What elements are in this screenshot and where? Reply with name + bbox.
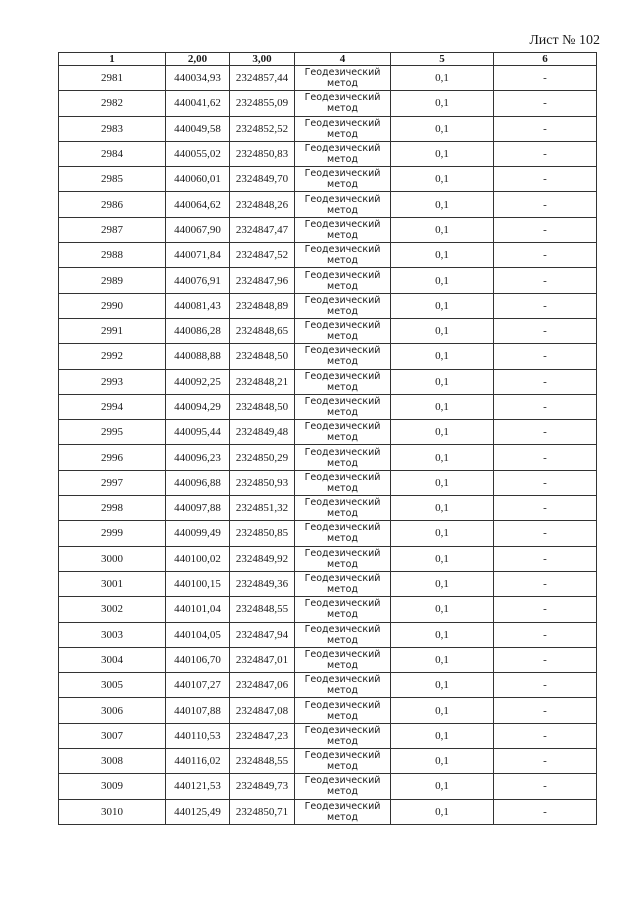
method-cell: Геодезический метод (295, 749, 391, 774)
method-cell: Геодезический метод (295, 571, 391, 596)
point-number-cell: 2999 (59, 521, 166, 546)
note-cell: - (494, 167, 597, 192)
method-cell: Геодезический метод (295, 496, 391, 521)
x-coordinate-cell: 440067,90 (166, 217, 230, 242)
accuracy-cell: 0,1 (391, 723, 494, 748)
method-cell: Геодезический метод (295, 420, 391, 445)
x-coordinate-cell: 440100,15 (166, 571, 230, 596)
table-row (59, 116, 597, 141)
x-coordinate-cell: 440101,04 (166, 597, 230, 622)
accuracy-cell: 0,1 (391, 318, 494, 343)
method-cell: Геодезический метод (295, 192, 391, 217)
point-number-cell: 2982 (59, 91, 166, 116)
point-number-cell: 2983 (59, 116, 166, 141)
x-coordinate-cell: 440106,70 (166, 647, 230, 672)
accuracy-cell: 0,1 (391, 66, 494, 91)
note-cell: - (494, 394, 597, 419)
column-header: 6 (494, 53, 597, 66)
note-cell: - (494, 723, 597, 748)
method-cell: Геодезический метод (295, 141, 391, 166)
point-number-cell: 3005 (59, 673, 166, 698)
x-coordinate-cell: 440095,44 (166, 420, 230, 445)
x-coordinate-cell: 440121,53 (166, 774, 230, 799)
note-cell: - (494, 268, 597, 293)
point-number-cell: 2998 (59, 496, 166, 521)
table-row (59, 394, 597, 419)
note-cell: - (494, 749, 597, 774)
method-cell: Геодезический метод (295, 673, 391, 698)
y-coordinate-cell: 2324849,73 (230, 774, 295, 799)
note-cell: - (494, 698, 597, 723)
y-coordinate-cell: 2324848,55 (230, 749, 295, 774)
y-coordinate-cell: 2324847,08 (230, 698, 295, 723)
accuracy-cell: 0,1 (391, 369, 494, 394)
x-coordinate-cell: 440099,49 (166, 521, 230, 546)
point-number-cell: 3002 (59, 597, 166, 622)
accuracy-cell: 0,1 (391, 217, 494, 242)
table-header-row (59, 53, 597, 66)
note-cell: - (494, 217, 597, 242)
x-coordinate-cell: 440104,05 (166, 622, 230, 647)
y-coordinate-cell: 2324850,83 (230, 141, 295, 166)
table-row (59, 268, 597, 293)
method-cell: Геодезический метод (295, 799, 391, 824)
y-coordinate-cell: 2324848,65 (230, 318, 295, 343)
method-cell: Геодезический метод (295, 597, 391, 622)
table-row (59, 749, 597, 774)
note-cell: - (494, 470, 597, 495)
x-coordinate-cell: 440094,29 (166, 394, 230, 419)
accuracy-cell: 0,1 (391, 192, 494, 217)
note-cell: - (494, 445, 597, 470)
accuracy-cell: 0,1 (391, 243, 494, 268)
sheet-number: Лист № 102 (529, 33, 600, 48)
table-row (59, 167, 597, 192)
point-number-cell: 3009 (59, 774, 166, 799)
x-coordinate-cell: 440100,02 (166, 546, 230, 571)
method-cell: Геодезический метод (295, 293, 391, 318)
accuracy-cell: 0,1 (391, 521, 494, 546)
table-row (59, 521, 597, 546)
x-coordinate-cell: 440071,84 (166, 243, 230, 268)
column-header: 1 (59, 53, 166, 66)
method-cell: Геодезический метод (295, 116, 391, 141)
method-cell: Геодезический метод (295, 344, 391, 369)
accuracy-cell: 0,1 (391, 293, 494, 318)
accuracy-cell: 0,1 (391, 647, 494, 672)
note-cell: - (494, 496, 597, 521)
note-cell: - (494, 420, 597, 445)
point-number-cell: 2995 (59, 420, 166, 445)
point-number-cell: 2997 (59, 470, 166, 495)
table-row (59, 192, 597, 217)
table-row (59, 698, 597, 723)
table-row (59, 774, 597, 799)
y-coordinate-cell: 2324848,26 (230, 192, 295, 217)
y-coordinate-cell: 2324849,92 (230, 546, 295, 571)
accuracy-cell: 0,1 (391, 116, 494, 141)
y-coordinate-cell: 2324848,55 (230, 597, 295, 622)
method-cell: Геодезический метод (295, 66, 391, 91)
point-number-cell: 3000 (59, 546, 166, 571)
column-header: 4 (295, 53, 391, 66)
accuracy-cell: 0,1 (391, 673, 494, 698)
x-coordinate-cell: 440116,02 (166, 749, 230, 774)
y-coordinate-cell: 2324857,44 (230, 66, 295, 91)
accuracy-cell: 0,1 (391, 698, 494, 723)
point-number-cell: 2988 (59, 243, 166, 268)
point-number-cell: 3003 (59, 622, 166, 647)
accuracy-cell: 0,1 (391, 546, 494, 571)
table-row (59, 799, 597, 824)
point-number-cell: 3001 (59, 571, 166, 596)
point-number-cell: 2990 (59, 293, 166, 318)
point-number-cell: 2981 (59, 66, 166, 91)
x-coordinate-cell: 440064,62 (166, 192, 230, 217)
y-coordinate-cell: 2324850,93 (230, 470, 295, 495)
table-row (59, 293, 597, 318)
accuracy-cell: 0,1 (391, 141, 494, 166)
y-coordinate-cell: 2324847,01 (230, 647, 295, 672)
point-number-cell: 2992 (59, 344, 166, 369)
x-coordinate-cell: 440086,28 (166, 318, 230, 343)
accuracy-cell: 0,1 (391, 774, 494, 799)
point-number-cell: 2993 (59, 369, 166, 394)
accuracy-cell: 0,1 (391, 799, 494, 824)
note-cell: - (494, 66, 597, 91)
note-cell: - (494, 91, 597, 116)
x-coordinate-cell: 440076,91 (166, 268, 230, 293)
accuracy-cell: 0,1 (391, 597, 494, 622)
method-cell: Геодезический метод (295, 470, 391, 495)
note-cell: - (494, 799, 597, 824)
note-cell: - (494, 597, 597, 622)
x-coordinate-cell: 440110,53 (166, 723, 230, 748)
method-cell: Геодезический метод (295, 622, 391, 647)
x-coordinate-cell: 440107,88 (166, 698, 230, 723)
method-cell: Геодезический метод (295, 698, 391, 723)
point-number-cell: 3004 (59, 647, 166, 672)
table-row (59, 318, 597, 343)
point-number-cell: 2989 (59, 268, 166, 293)
y-coordinate-cell: 2324849,48 (230, 420, 295, 445)
x-coordinate-cell: 440092,25 (166, 369, 230, 394)
y-coordinate-cell: 2324850,29 (230, 445, 295, 470)
table-row (59, 546, 597, 571)
y-coordinate-cell: 2324850,71 (230, 799, 295, 824)
method-cell: Геодезический метод (295, 217, 391, 242)
table-row (59, 571, 597, 596)
accuracy-cell: 0,1 (391, 496, 494, 521)
note-cell: - (494, 774, 597, 799)
method-cell: Геодезический метод (295, 268, 391, 293)
accuracy-cell: 0,1 (391, 470, 494, 495)
x-coordinate-cell: 440088,88 (166, 344, 230, 369)
note-cell: - (494, 243, 597, 268)
point-number-cell: 2984 (59, 141, 166, 166)
y-coordinate-cell: 2324847,52 (230, 243, 295, 268)
note-cell: - (494, 369, 597, 394)
table-row (59, 420, 597, 445)
x-coordinate-cell: 440055,02 (166, 141, 230, 166)
x-coordinate-cell: 440107,27 (166, 673, 230, 698)
x-coordinate-cell: 440049,58 (166, 116, 230, 141)
y-coordinate-cell: 2324855,09 (230, 91, 295, 116)
x-coordinate-cell: 440041,62 (166, 91, 230, 116)
note-cell: - (494, 141, 597, 166)
method-cell: Геодезический метод (295, 369, 391, 394)
y-coordinate-cell: 2324847,23 (230, 723, 295, 748)
table-row (59, 496, 597, 521)
method-cell: Геодезический метод (295, 723, 391, 748)
y-coordinate-cell: 2324848,21 (230, 369, 295, 394)
table-row (59, 369, 597, 394)
note-cell: - (494, 192, 597, 217)
method-cell: Геодезический метод (295, 647, 391, 672)
accuracy-cell: 0,1 (391, 344, 494, 369)
table-row (59, 66, 597, 91)
x-coordinate-cell: 440081,43 (166, 293, 230, 318)
table-row (59, 445, 597, 470)
method-cell: Геодезический метод (295, 167, 391, 192)
point-number-cell: 2994 (59, 394, 166, 419)
point-number-cell: 2985 (59, 167, 166, 192)
coordinates-table (58, 52, 597, 825)
method-cell: Геодезический метод (295, 546, 391, 571)
column-header: 3,00 (230, 53, 295, 66)
point-number-cell: 3008 (59, 749, 166, 774)
table-row (59, 217, 597, 242)
method-cell: Геодезический метод (295, 774, 391, 799)
y-coordinate-cell: 2324847,06 (230, 673, 295, 698)
y-coordinate-cell: 2324850,85 (230, 521, 295, 546)
note-cell: - (494, 344, 597, 369)
x-coordinate-cell: 440034,93 (166, 66, 230, 91)
point-number-cell: 3007 (59, 723, 166, 748)
x-coordinate-cell: 440125,49 (166, 799, 230, 824)
table-row (59, 597, 597, 622)
y-coordinate-cell: 2324851,32 (230, 496, 295, 521)
accuracy-cell: 0,1 (391, 749, 494, 774)
table-row (59, 647, 597, 672)
x-coordinate-cell: 440096,88 (166, 470, 230, 495)
y-coordinate-cell: 2324848,50 (230, 394, 295, 419)
method-cell: Геодезический метод (295, 243, 391, 268)
table-row (59, 723, 597, 748)
x-coordinate-cell: 440060,01 (166, 167, 230, 192)
column-header: 5 (391, 53, 494, 66)
table-row (59, 344, 597, 369)
table-row (59, 91, 597, 116)
accuracy-cell: 0,1 (391, 571, 494, 596)
y-coordinate-cell: 2324848,50 (230, 344, 295, 369)
point-number-cell: 2991 (59, 318, 166, 343)
accuracy-cell: 0,1 (391, 91, 494, 116)
y-coordinate-cell: 2324849,70 (230, 167, 295, 192)
y-coordinate-cell: 2324847,47 (230, 217, 295, 242)
note-cell: - (494, 571, 597, 596)
x-coordinate-cell: 440097,88 (166, 496, 230, 521)
x-coordinate-cell: 440096,23 (166, 445, 230, 470)
note-cell: - (494, 622, 597, 647)
table-row (59, 470, 597, 495)
note-cell: - (494, 673, 597, 698)
accuracy-cell: 0,1 (391, 167, 494, 192)
accuracy-cell: 0,1 (391, 445, 494, 470)
note-cell: - (494, 318, 597, 343)
accuracy-cell: 0,1 (391, 622, 494, 647)
table-row (59, 673, 597, 698)
table-row (59, 141, 597, 166)
point-number-cell: 2987 (59, 217, 166, 242)
point-number-cell: 3006 (59, 698, 166, 723)
accuracy-cell: 0,1 (391, 420, 494, 445)
y-coordinate-cell: 2324848,89 (230, 293, 295, 318)
note-cell: - (494, 647, 597, 672)
method-cell: Геодезический метод (295, 394, 391, 419)
point-number-cell: 2986 (59, 192, 166, 217)
method-cell: Геодезический метод (295, 318, 391, 343)
accuracy-cell: 0,1 (391, 394, 494, 419)
note-cell: - (494, 546, 597, 571)
y-coordinate-cell: 2324847,94 (230, 622, 295, 647)
point-number-cell: 3010 (59, 799, 166, 824)
method-cell: Геодезический метод (295, 91, 391, 116)
y-coordinate-cell: 2324852,52 (230, 116, 295, 141)
note-cell: - (494, 116, 597, 141)
point-number-cell: 2996 (59, 445, 166, 470)
method-cell: Геодезический метод (295, 445, 391, 470)
y-coordinate-cell: 2324847,96 (230, 268, 295, 293)
table-row (59, 622, 597, 647)
table-row (59, 243, 597, 268)
method-cell: Геодезический метод (295, 521, 391, 546)
column-header: 2,00 (166, 53, 230, 66)
accuracy-cell: 0,1 (391, 268, 494, 293)
note-cell: - (494, 293, 597, 318)
note-cell: - (494, 521, 597, 546)
y-coordinate-cell: 2324849,36 (230, 571, 295, 596)
